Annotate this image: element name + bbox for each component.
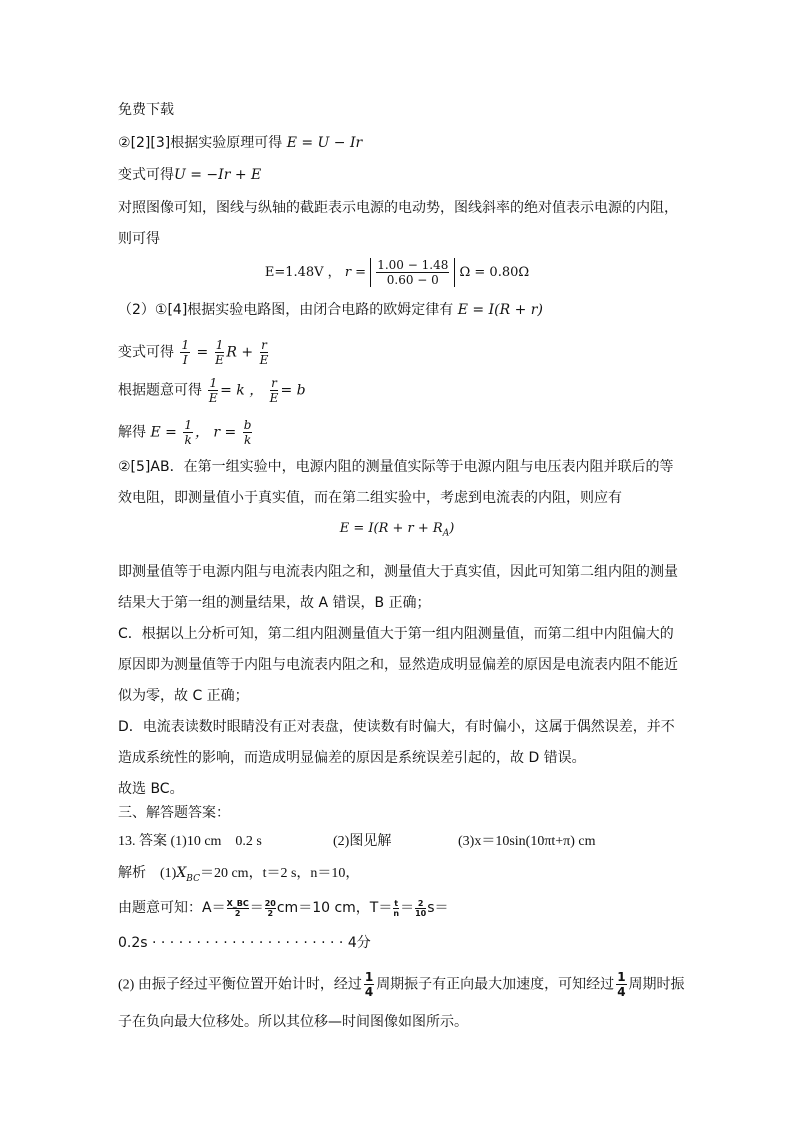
frac-num: 1 (364, 970, 374, 984)
equation-with-ra (0, 519, 794, 544)
equals-k: = k ， (220, 382, 264, 399)
answer-part-1: 13. 答案 (1)10 cm 0.2 s (118, 834, 262, 849)
frac-num: r (261, 338, 267, 352)
line-13: 即测量值等于电源内阻与电流表内阻之和，测量值大于真实值，因此可知第二组内阻的测量 (118, 564, 678, 580)
frac-den: E (259, 353, 269, 367)
frac-num: 2 (415, 899, 426, 909)
line-27: 子在负向最大位移处。所以其位移—时间图像如图所示。 (118, 1014, 468, 1030)
frac-num: 1 (215, 338, 224, 352)
calc-tail: s＝ (427, 900, 449, 916)
frac-den: 10 (415, 908, 427, 918)
frac-den: E (215, 353, 224, 367)
line-1-equation: E = U − Ir (286, 135, 363, 151)
circled-2: ② (118, 135, 131, 151)
eq-close: ) (449, 521, 455, 536)
frac-num: X_BC (226, 898, 249, 908)
r-plus: R + (226, 344, 254, 361)
frac-t-n (393, 899, 399, 918)
line-1 (118, 133, 362, 153)
abs-bars (370, 258, 455, 287)
frac-r-over-E (260, 338, 269, 367)
frac-xbc-2 (227, 899, 249, 918)
equals: ＝ (400, 900, 415, 916)
frac-den: E (208, 391, 218, 405)
frac-num: 20 (264, 898, 276, 908)
line-9 (118, 418, 254, 447)
line-6-equation: E = I(R + r) (457, 302, 543, 318)
frac-1-4 (364, 970, 374, 999)
equals-b: = b (280, 382, 306, 399)
frac-2-10 (415, 899, 426, 918)
analysis-label: 解析 (1) (118, 866, 177, 881)
answer-part-3: (3)x＝10sin(10πt+π) cm (458, 834, 596, 849)
frac-den: 4 (364, 985, 374, 999)
frac-num: r (271, 376, 277, 390)
frac-num: 1 (184, 418, 192, 432)
frac-num: 1 (181, 338, 190, 352)
section-heading: 三、解答题答案： (118, 805, 230, 821)
ra-subscript: A (442, 528, 450, 539)
line-18: D．电流表读数时眼睛没有正对表盘，使读数有时偏大，有时偏小，这属于偶然误差，并不 (118, 719, 675, 735)
frac-1-over-I (180, 338, 190, 367)
calc-mid: cm＝10 cm，T＝ (276, 900, 393, 916)
frac-num: b (243, 418, 252, 432)
r-equals: ， r = (194, 424, 237, 441)
line-1-text: [2][3]根据实验原理可得 (130, 135, 283, 151)
line-2-equation: U = −Ir + E (174, 167, 262, 183)
resistance-result: Ω = 0.80Ω (459, 265, 530, 280)
e-equals: E = (150, 424, 177, 441)
line-7 (118, 338, 270, 367)
calc-a: 由题意可知：A＝ (118, 900, 226, 916)
line-16: 原因即为测量值等于内阻与电流表内阻之和，显然造成明显偏差的原因是电流表内阻不能近 (118, 657, 678, 673)
line-6 (118, 300, 543, 320)
frac-b-over-k (243, 418, 253, 447)
frac-1-over-k (183, 418, 193, 447)
frac-1-4 (616, 970, 626, 999)
frac-num: 1 (617, 970, 626, 984)
line-10: ②[5]AB．在第一组实验中，电源内阻的测量值实际等于电源内阻与电压表内阻并联后的等 (118, 459, 674, 475)
bc-subscript: BC (186, 873, 200, 884)
line-8 (118, 376, 306, 405)
frac-r-over-E (270, 376, 279, 405)
emf-value: E=1.48V ， (264, 265, 341, 280)
line-8-text: 根据题意可得 (118, 382, 202, 399)
line-17: 似为零，故 C 正确； (118, 688, 249, 704)
line-26-a: (2) 由振子经过平衡位置开始计时，经过 (118, 977, 362, 993)
frac-num: 1 (209, 376, 218, 390)
line-11: 效电阻，即测量值小于真实值，而在第二组实验中，考虑到电流表的内阻，则应有 (118, 490, 622, 506)
frac-den: 2 (267, 908, 274, 918)
calc-line (118, 898, 449, 918)
line-15: C．根据以上分析可知，第二组内阻测量值大于第一组内阻测量值，而第二组中内阻偏大的 (118, 626, 674, 642)
x-symbol: X (176, 865, 187, 881)
slope-denominator: 0.60 − 0 (386, 273, 439, 287)
frac-den: n (393, 908, 400, 918)
frac-den: k (184, 433, 192, 447)
frac-den: 4 (617, 985, 626, 999)
answer-13 (118, 832, 596, 852)
line-26 (118, 970, 685, 999)
eq-body: E = I(R + r + R (339, 521, 443, 536)
download-header: 免费下载 (118, 102, 174, 118)
line-14: 结果大于第一组的测量结果，故 A 错误，B 正确； (118, 595, 431, 611)
analysis-line (118, 863, 359, 889)
line-3: 对照图像可知，图线与纵轴的截距表示电源的电动势，图线斜率的绝对值表示电源的内阻， (118, 200, 678, 216)
analysis-values: ＝20 cm，t＝2 s，n＝10， (199, 866, 360, 881)
frac-20-2 (265, 899, 276, 918)
line-19: 造成系统性的影响，而造成明显偏差的原因是系统误差引起的，故 D 错误。 (118, 750, 586, 766)
line-2-text: 变式可得 (118, 167, 174, 183)
frac-den: 2 (234, 908, 241, 918)
line-2 (118, 165, 261, 185)
slope-fraction (376, 258, 449, 287)
line-20: 故选 BC。 (118, 781, 184, 797)
r-label: r = (344, 265, 367, 280)
frac-1-over-E (208, 376, 218, 405)
line-4: 则可得 (118, 231, 160, 247)
line-7-text: 变式可得 (118, 344, 174, 361)
frac-den: I (182, 353, 188, 367)
frac-1-over-E (215, 338, 225, 367)
line-9-text: 解得 (118, 424, 146, 441)
answer-part-2: (2)图见解 (333, 834, 392, 849)
frac-den: k (243, 433, 252, 447)
score-line: 0.2s · · · · · · · · · · · · · · · · · · · · · · 4分 (118, 935, 371, 951)
equals: ＝ (249, 900, 264, 916)
equals-sign: = (196, 344, 209, 361)
slope-numerator: 1.00 − 1.48 (377, 258, 449, 272)
frac-num: t (394, 898, 399, 908)
line-26-c: 周期时振 (628, 976, 685, 993)
line-26-b: 周期振子有正向最大加速度，可知经过 (376, 976, 615, 993)
resistance-equation (0, 258, 794, 287)
line-6-text: （2）①[4]根据实验电路图，由闭合电路的欧姆定律有 (118, 302, 454, 318)
frac-den: E (269, 391, 279, 405)
